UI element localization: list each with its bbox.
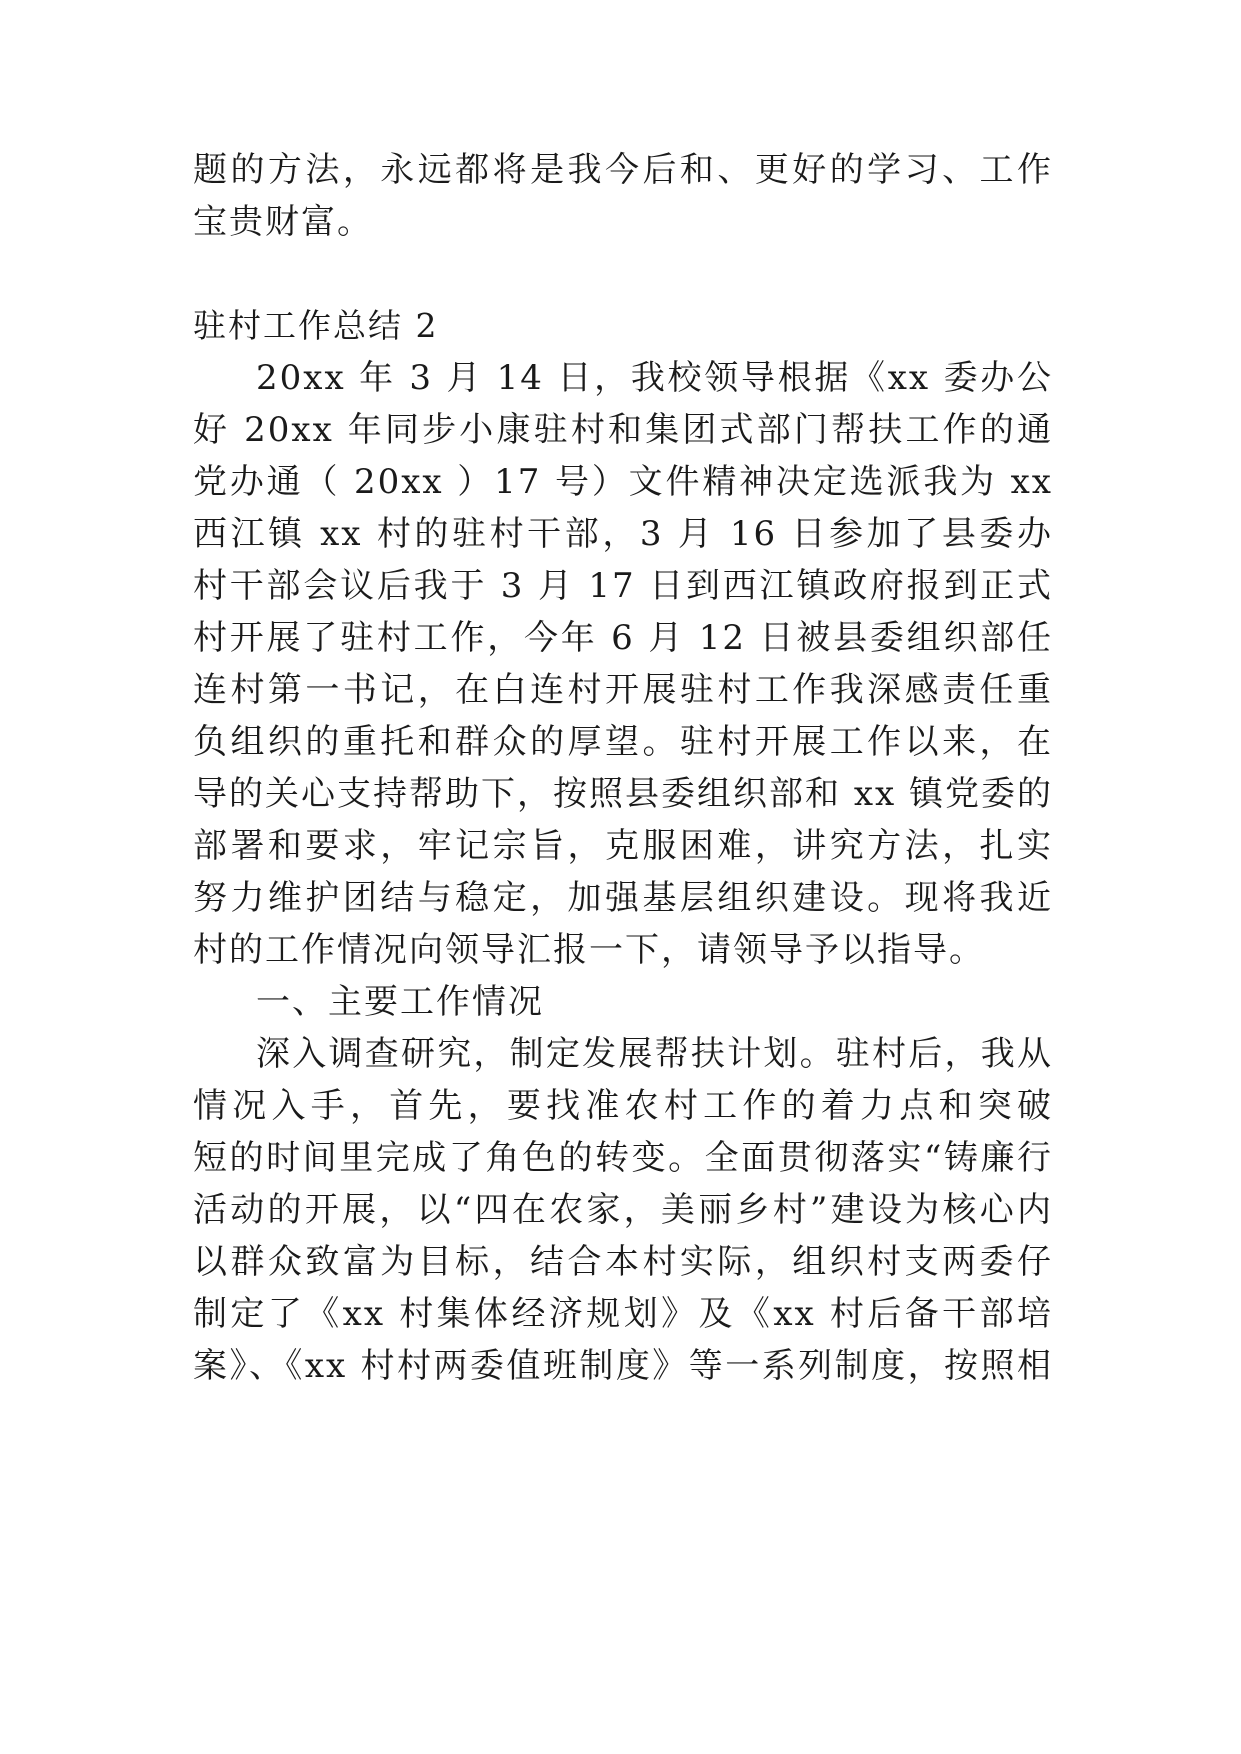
- text-line: 努力维护团结与稳定，加强基层组织建设。现将我近: [193, 878, 1053, 918]
- text-line: 情况入手，首先，要找准农村工作的着力点和突破: [193, 1086, 1053, 1126]
- text-line: 导的关心支持帮助下，按照县委组织部和 xx 镇党委的: [193, 774, 1053, 814]
- text-line: 村干部会议后我于 3 月 17 日到西江镇政府报到正式: [193, 566, 1053, 606]
- text-line: 宝贵财富。: [193, 202, 373, 242]
- text-line: 20xx 年 3 月 14 日，我校领导根据《xx 委办公: [256, 358, 1053, 398]
- text-line: 好 20xx 年同步小康驻村和集团式部门帮扶工作的通: [193, 410, 1053, 450]
- section-heading: 一、主要工作情况: [256, 982, 544, 1022]
- section-title: 驻村工作总结 2: [193, 306, 439, 345]
- text-line: 负组织的重托和群众的厚望。驻村开展工作以来，在: [193, 722, 1053, 762]
- text-line: 部署和要求，牢记宗旨，克服困难，讲究方法，扎实: [193, 826, 1053, 866]
- text-line: 村开展了驻村工作，今年 6 月 12 日被县委组织部任: [193, 618, 1053, 658]
- text-line: 题的方法，永远都将是我今后和、更好的学习、工作: [193, 150, 1053, 190]
- text-line: 活动的开展，以“四在农家，美丽乡村”建设为核心内: [193, 1190, 1053, 1230]
- text-line: 西江镇 xx 村的驻村干部，3 月 16 日参加了县委办: [193, 514, 1053, 554]
- text-line: 以群众致富为目标，结合本村实际，组织村支两委仔: [193, 1242, 1053, 1282]
- text-line: 案》、《xx 村村两委值班制度》等一系列制度，按照相: [193, 1346, 1053, 1386]
- text-line: 制定了《xx 村集体经济规划》及《xx 村后备干部培: [193, 1294, 1053, 1334]
- text-line: 村的工作情况向领导汇报一下，请领导予以指导。: [193, 930, 985, 970]
- text-line: 短的时间里完成了角色的转变。全面贯彻落实“铸廉行: [193, 1138, 1053, 1178]
- text-line: 连村第一书记，在白连村开展驻村工作我深感责任重: [193, 670, 1053, 710]
- text-line: 党办通（ 20xx ）17 号）文件精神决定选派我为 xx: [193, 462, 1053, 502]
- text-line: 深入调查研究，制定发展帮扶计划。驻村后，我从: [256, 1034, 1053, 1074]
